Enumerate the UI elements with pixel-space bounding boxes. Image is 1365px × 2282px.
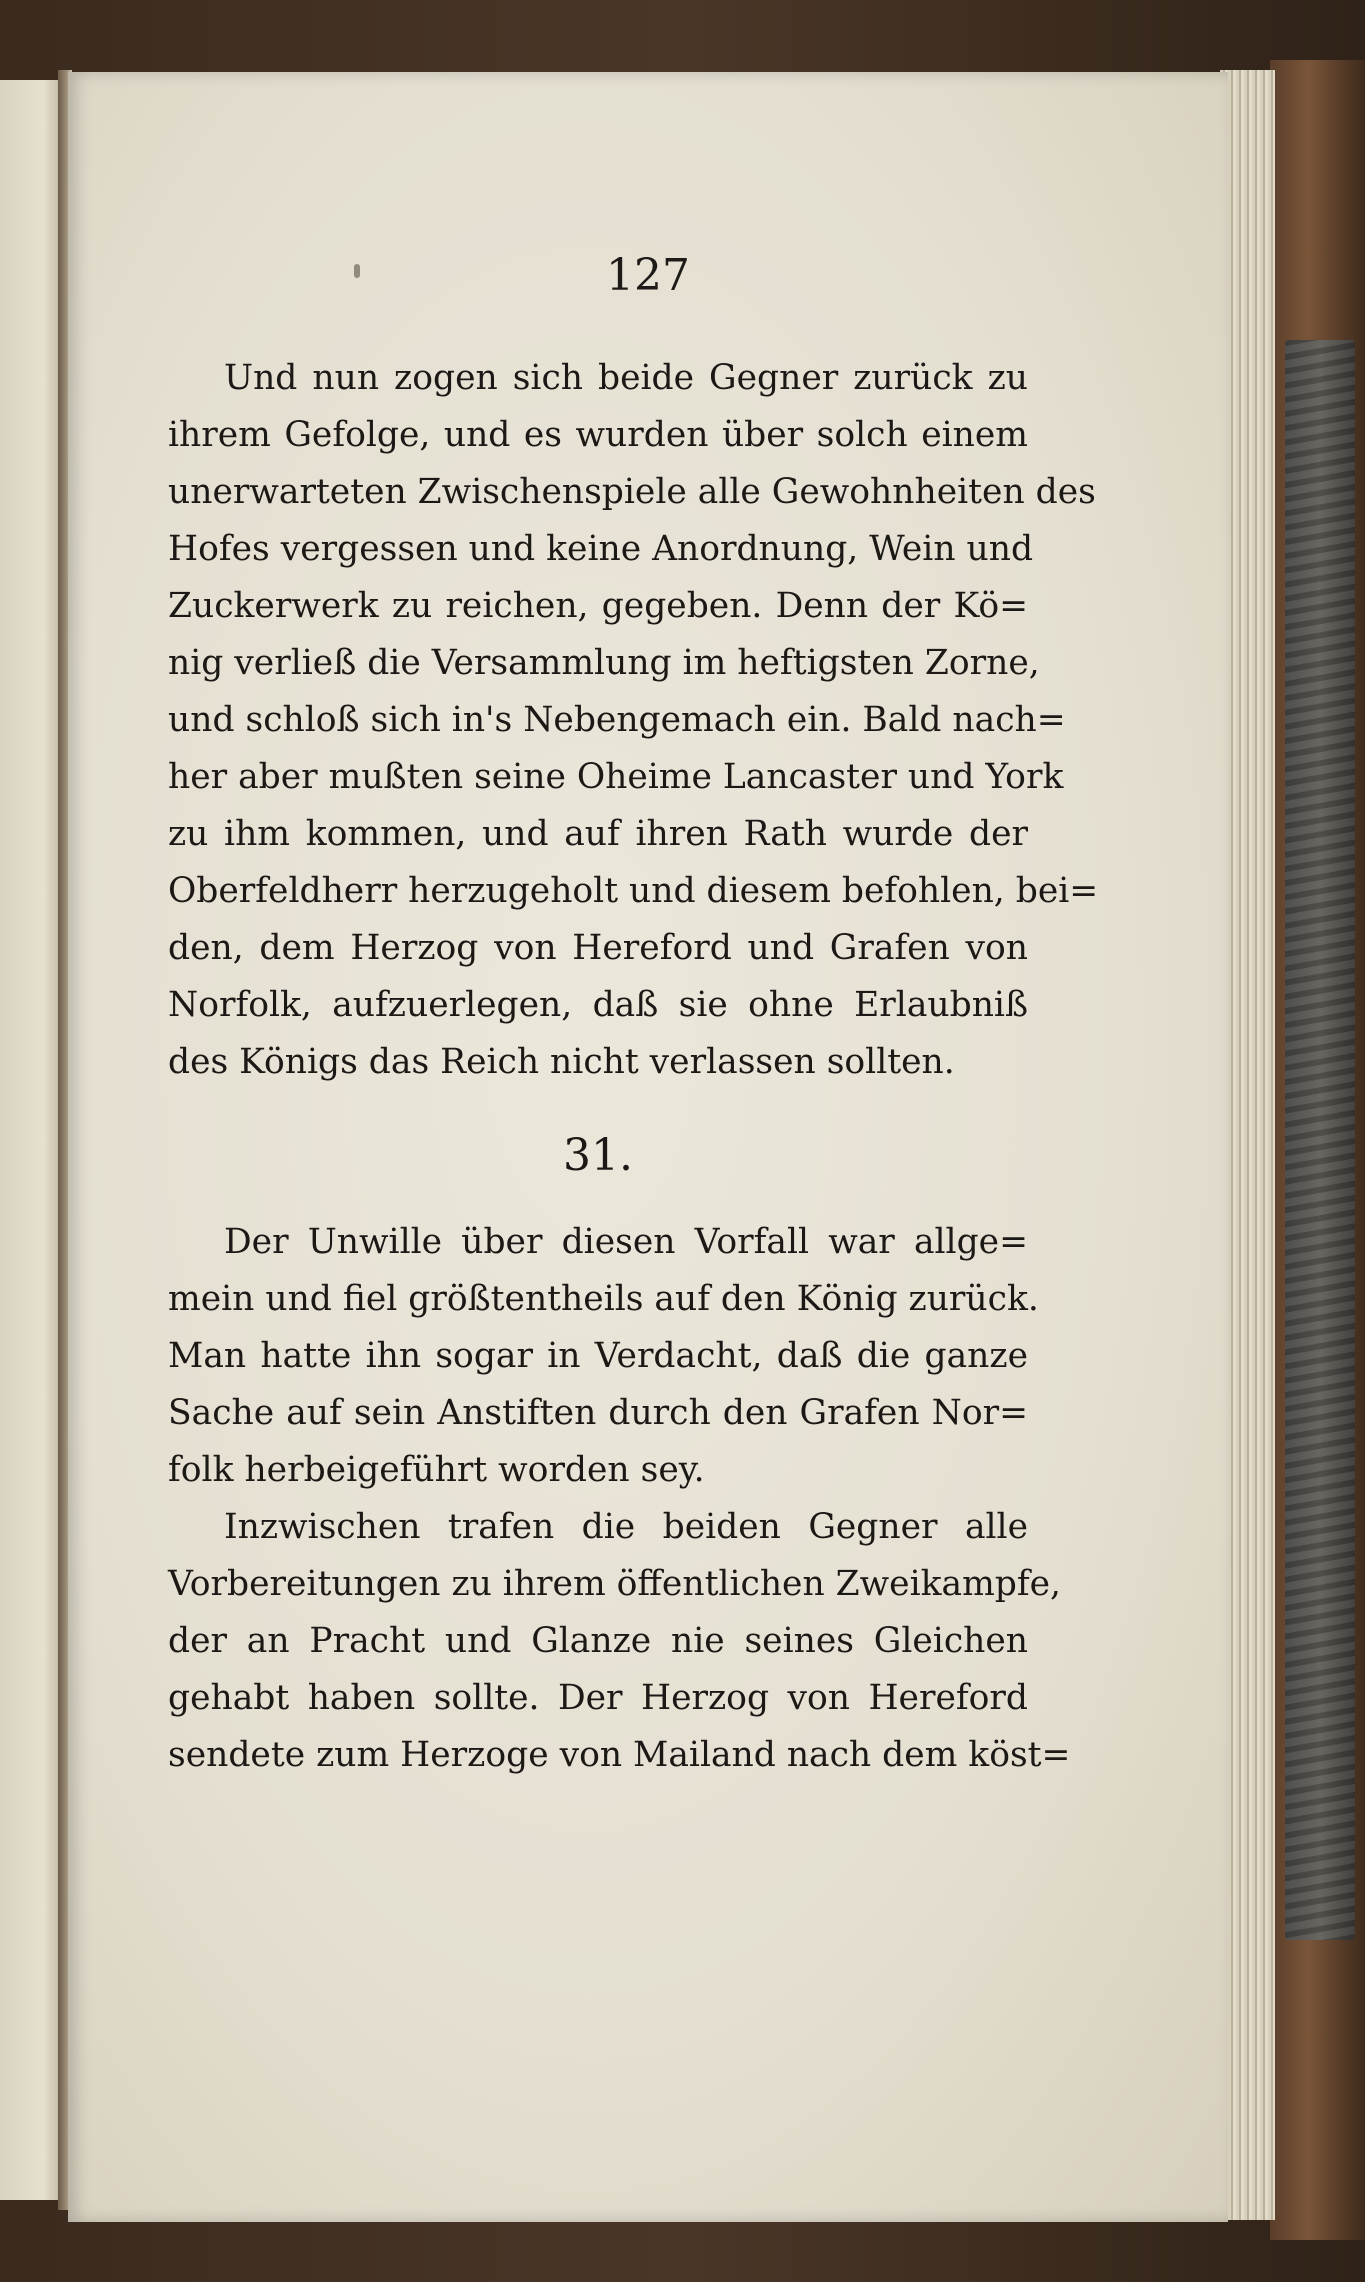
section-heading: 31. — [563, 1130, 633, 1181]
text-line: nig verließ die Versammlung im heftigsten Zorne, — [168, 643, 1040, 683]
text-line: Zuckerwerk zu reichen, gegeben. Denn der Kö= — [168, 586, 1028, 626]
text-line: Inzwischen trafen die beiden Gegner alle — [224, 1507, 1028, 1547]
text-line: Man hatte ihn sogar in Verdacht, daß die ganze — [168, 1336, 1028, 1376]
text-line: Hofes vergessen und keine Anordnung, Wein und — [168, 529, 1034, 569]
page-number: 127 — [606, 250, 690, 301]
text-line: gehabt haben sollte. Der Herzog von Hereford — [168, 1678, 1028, 1718]
text-line: mein und fiel größtentheils auf den König zurück. — [168, 1279, 1039, 1319]
text-line: sendete zum Herzoge von Mailand nach dem köst= — [168, 1735, 1071, 1775]
book-spine — [1285, 340, 1355, 1940]
page-text — [168, 350, 1099, 1784]
text-line: Sache auf sein Anstiften durch den Grafen Nor= — [168, 1393, 1028, 1433]
text-line: Der Unwille über diesen Vorfall war allge= — [224, 1222, 1028, 1262]
text-line: Vorbereitungen zu ihrem öffentlichen Zweikampfe, — [168, 1564, 1062, 1604]
text-line: ihrem Gefolge, und es wurden über solch einem — [168, 415, 1028, 455]
text-line: Und nun zogen sich beide Gegner zurück zu — [224, 358, 1028, 398]
text-line: unerwarteten Zwischenspiele alle Gewohnheiten des — [168, 472, 1096, 512]
page-stack-edge — [1220, 70, 1275, 2220]
paragraph-3 — [168, 1499, 1071, 1784]
text-line: und schloß sich in's Nebengemach ein. Bald nach= — [168, 700, 1066, 740]
text-line: den, dem Herzog von Hereford und Grafen von — [168, 928, 1028, 968]
text-line: der an Pracht und Glanze nie seines Gleichen — [168, 1621, 1028, 1661]
text-line: folk herbeigeführt worden sey. — [168, 1450, 705, 1490]
text-line: Norfolk, aufzuerlegen, daß sie ohne Erlaubniß — [168, 985, 1028, 1025]
book-page — [68, 72, 1228, 2222]
text-line: des Königs das Reich nicht verlassen sollten. — [168, 1042, 955, 1082]
text-line: zu ihm kommen, und auf ihren Rath wurde der — [168, 814, 1028, 854]
text-line: her aber mußten seine Oheime Lancaster und York — [168, 757, 1064, 797]
paragraph-2 — [168, 1214, 1039, 1499]
facing-page-left — [0, 80, 64, 2200]
paragraph-1 — [168, 350, 1099, 1091]
text-line: Oberfeldherr herzugeholt und diesem befohlen, bei= — [168, 871, 1099, 911]
